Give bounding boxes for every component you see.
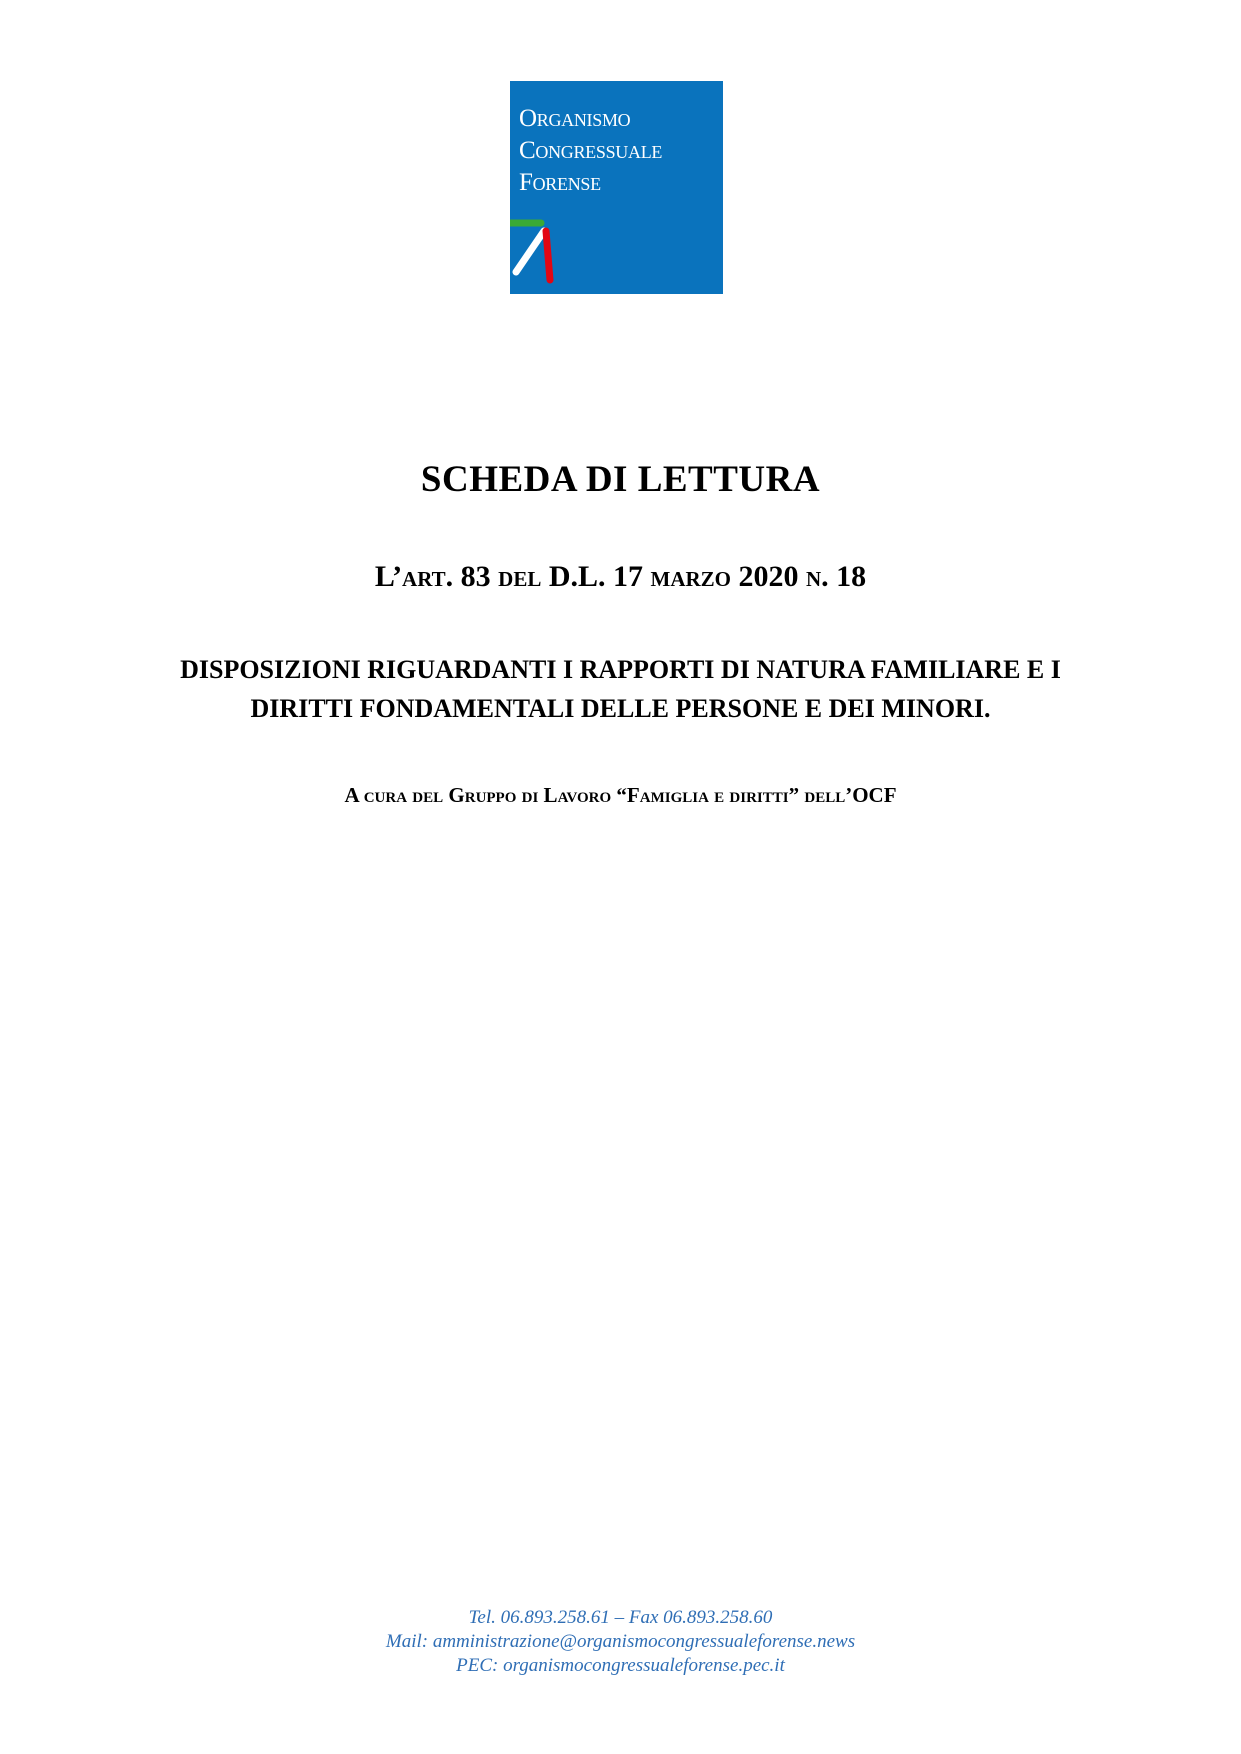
footer-contacts xyxy=(0,1606,1241,1678)
description-line-1: DISPOSIZIONI RIGUARDANTI I RAPPORTI DI NATURA FAMILIARE E I xyxy=(180,655,1061,684)
footer-phone: Tel. 06.893.258.61 – Fax 06.893.258.60 xyxy=(468,1607,773,1628)
footer-pec: PEC: organismocongressualeforense.pec.it xyxy=(456,1655,785,1676)
logo-line-1: Organismo xyxy=(519,105,631,132)
document-subtitle: L’art. 83 del D.L. 17 marzo 2020 n. 18 xyxy=(374,560,867,593)
document-title: SCHEDA DI LETTURA xyxy=(420,459,821,500)
white-stripe xyxy=(516,231,544,272)
logo-line-2: Congressuale xyxy=(519,137,663,164)
red-stripe xyxy=(546,231,550,280)
document-credit: A cura del Gruppo di Lavoro “Famiglia e diritti” dell’OCF xyxy=(344,783,897,807)
description-line-2: DIRITTI FONDAMENTALI DELLE PERSONE E DEI MINORI. xyxy=(250,694,991,723)
document-description xyxy=(0,650,1241,728)
logo-line-3: Forense xyxy=(519,169,601,196)
ocf-logo xyxy=(510,81,723,294)
italian-flag-arrow-icon xyxy=(510,81,723,294)
footer-mail: Mail: amministrazione@organismocongressualeforense.news xyxy=(385,1631,856,1652)
